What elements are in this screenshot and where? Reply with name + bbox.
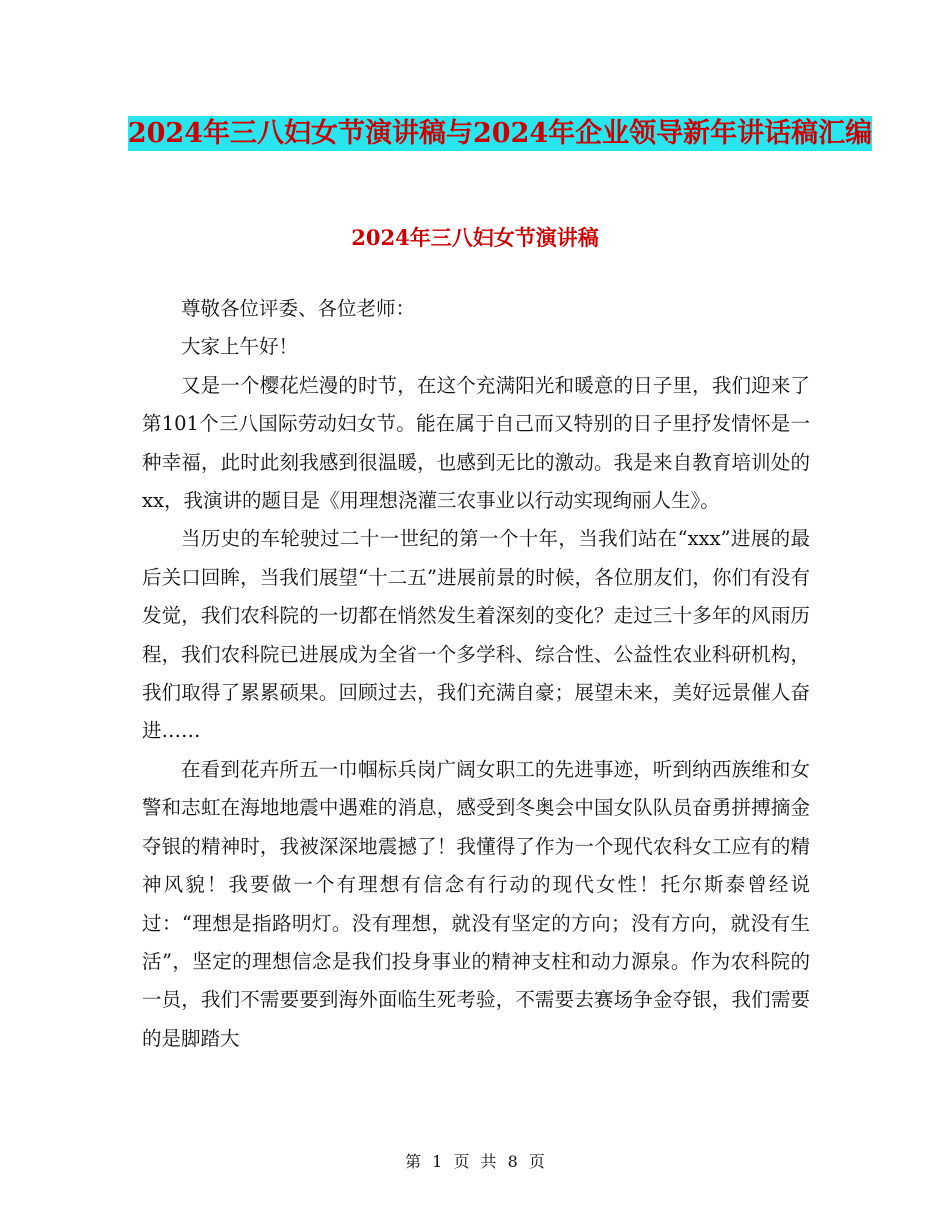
salutation-paragraph: 尊敬各位评委、各位老师： <box>181 297 416 320</box>
document-title-text: 2024年三八妇女节演讲稿与2024年企业领导新年讲话稿汇编 <box>127 118 873 149</box>
greeting-paragraph: 大家上午好！ <box>181 335 299 359</box>
document-body <box>142 290 810 1058</box>
body-paragraph: 当历史的车轮驶过二十一世纪的第一个十年，当我们站在“xxx”进展的最后关口回眸，当我们展望“十二五”进展前景的时候，各位朋友们，你们有没有发觉，我们农科院的一切都在悄然发生着深刻的变化？走过三十多年的风雨历程，我们农科院已进展成为全省一个多学科、综合性、公益性农业科研机构，我们取得了累累硕果。回顾过去，我们充满自豪；展望未来，美好远景催人奋进…… <box>142 527 810 743</box>
document-title <box>100 108 900 160</box>
section-title: 2024年三八妇女节演讲稿 <box>351 225 599 250</box>
page-number-footer: 第 1 页 共 8 页 <box>405 1152 545 1171</box>
body-paragraph: 又是一个樱花烂漫的时节，在这个充满阳光和暖意的日子里，我们迎来了第101个三八国际劳动妇女节。能在属于自己而又特别的日子里抒发情怀是一种幸福，此时此刻我感到很温暖，也感到无比的激动。我是来自教育培训处的xx，我演讲的题目是《用理想浇灌三农事业以行动实现绚丽人生》。 <box>142 373 810 513</box>
body-paragraph: 在看到花卉所五一巾帼标兵岗广阔女职工的先进事迹，听到纳西族维和女警和志虹在海地地震中遇难的消息，感受到冬奥会中国女队队员奋勇拼搏摘金夺银的精神时，我被深深地震撼了！我懂得了作为一个现代农科女工应有的精神风貌！我要做一个有理想有信念有行动的现代女性！托尔斯泰曾经说过：“理想是指路明灯。没有理想，就没有坚定的方向；没有方向，就没有生活”，坚定的理想信念是我们投身事业的精神支柱和动力源泉。作为农科院的一员，我们不需要要到海外面临生死考验，不需要去赛场争金夺银，我们需要的是脚踏大 <box>142 757 810 1050</box>
